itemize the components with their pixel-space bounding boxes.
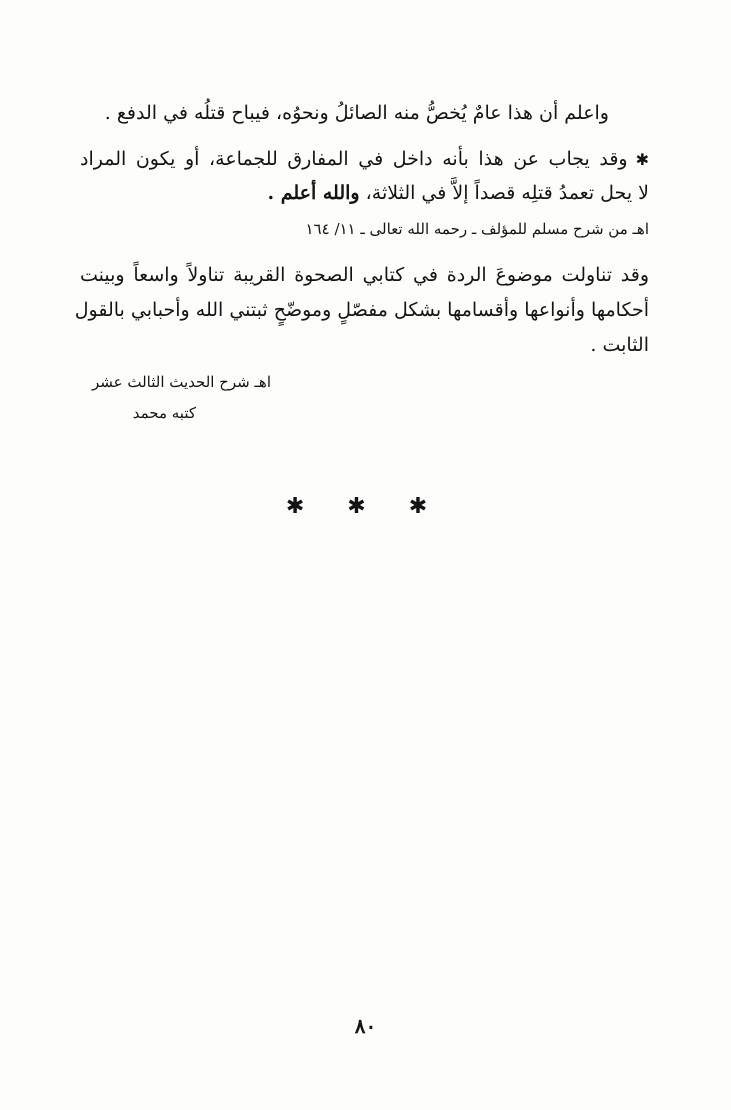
paragraph-3-line-3: الثابت .: [590, 334, 649, 356]
page-number: ٨٠: [354, 1014, 377, 1038]
closing-phrase: والله أعلم .: [267, 182, 360, 204]
paragraph-2-line-2: [80, 180, 649, 207]
paragraph-3-line-2: أحكامها وأنواعها وأقسامها بشكل مفصّلٍ وموضّحٍ ثبتني الله وأحبابي بالقول: [74, 299, 649, 321]
paragraph-2-line-1: [80, 146, 649, 173]
paragraph-1-line-1: واعلم أن هذا عامٌ يُخصُّ منه الصائلُ ونحوُه، فيباح قتلُه في الدفع .: [104, 102, 609, 124]
citation-footnote: اهـ من شرح مسلم للمؤلف ـ رحمه الله تعالى ـ ١١/ ١٦٤: [305, 220, 649, 238]
signature: كتبه محمد: [132, 404, 196, 422]
paragraph-2-line-2-text: لا يحل تعمدُ قتلِه قصداً إلاَّ في الثلاثة،: [365, 182, 649, 204]
asterisk-bullet-icon: ✱: [635, 150, 649, 169]
end-note: اهـ شرح الحديث الثالث عشر: [91, 373, 271, 391]
paragraph-3-line-1: وقد تناولت موضوعَ الردة في كتابي الصحوة القريبة تناولاً واسعاً وبينت: [80, 264, 649, 286]
paragraph-2-line-1-text: وقد يجاب عن هذا بأنه داخل في المفارق للجماعة، أو يكون المراد: [80, 148, 628, 170]
section-divider-asterisks: ✱ ✱ ✱: [285, 494, 446, 519]
